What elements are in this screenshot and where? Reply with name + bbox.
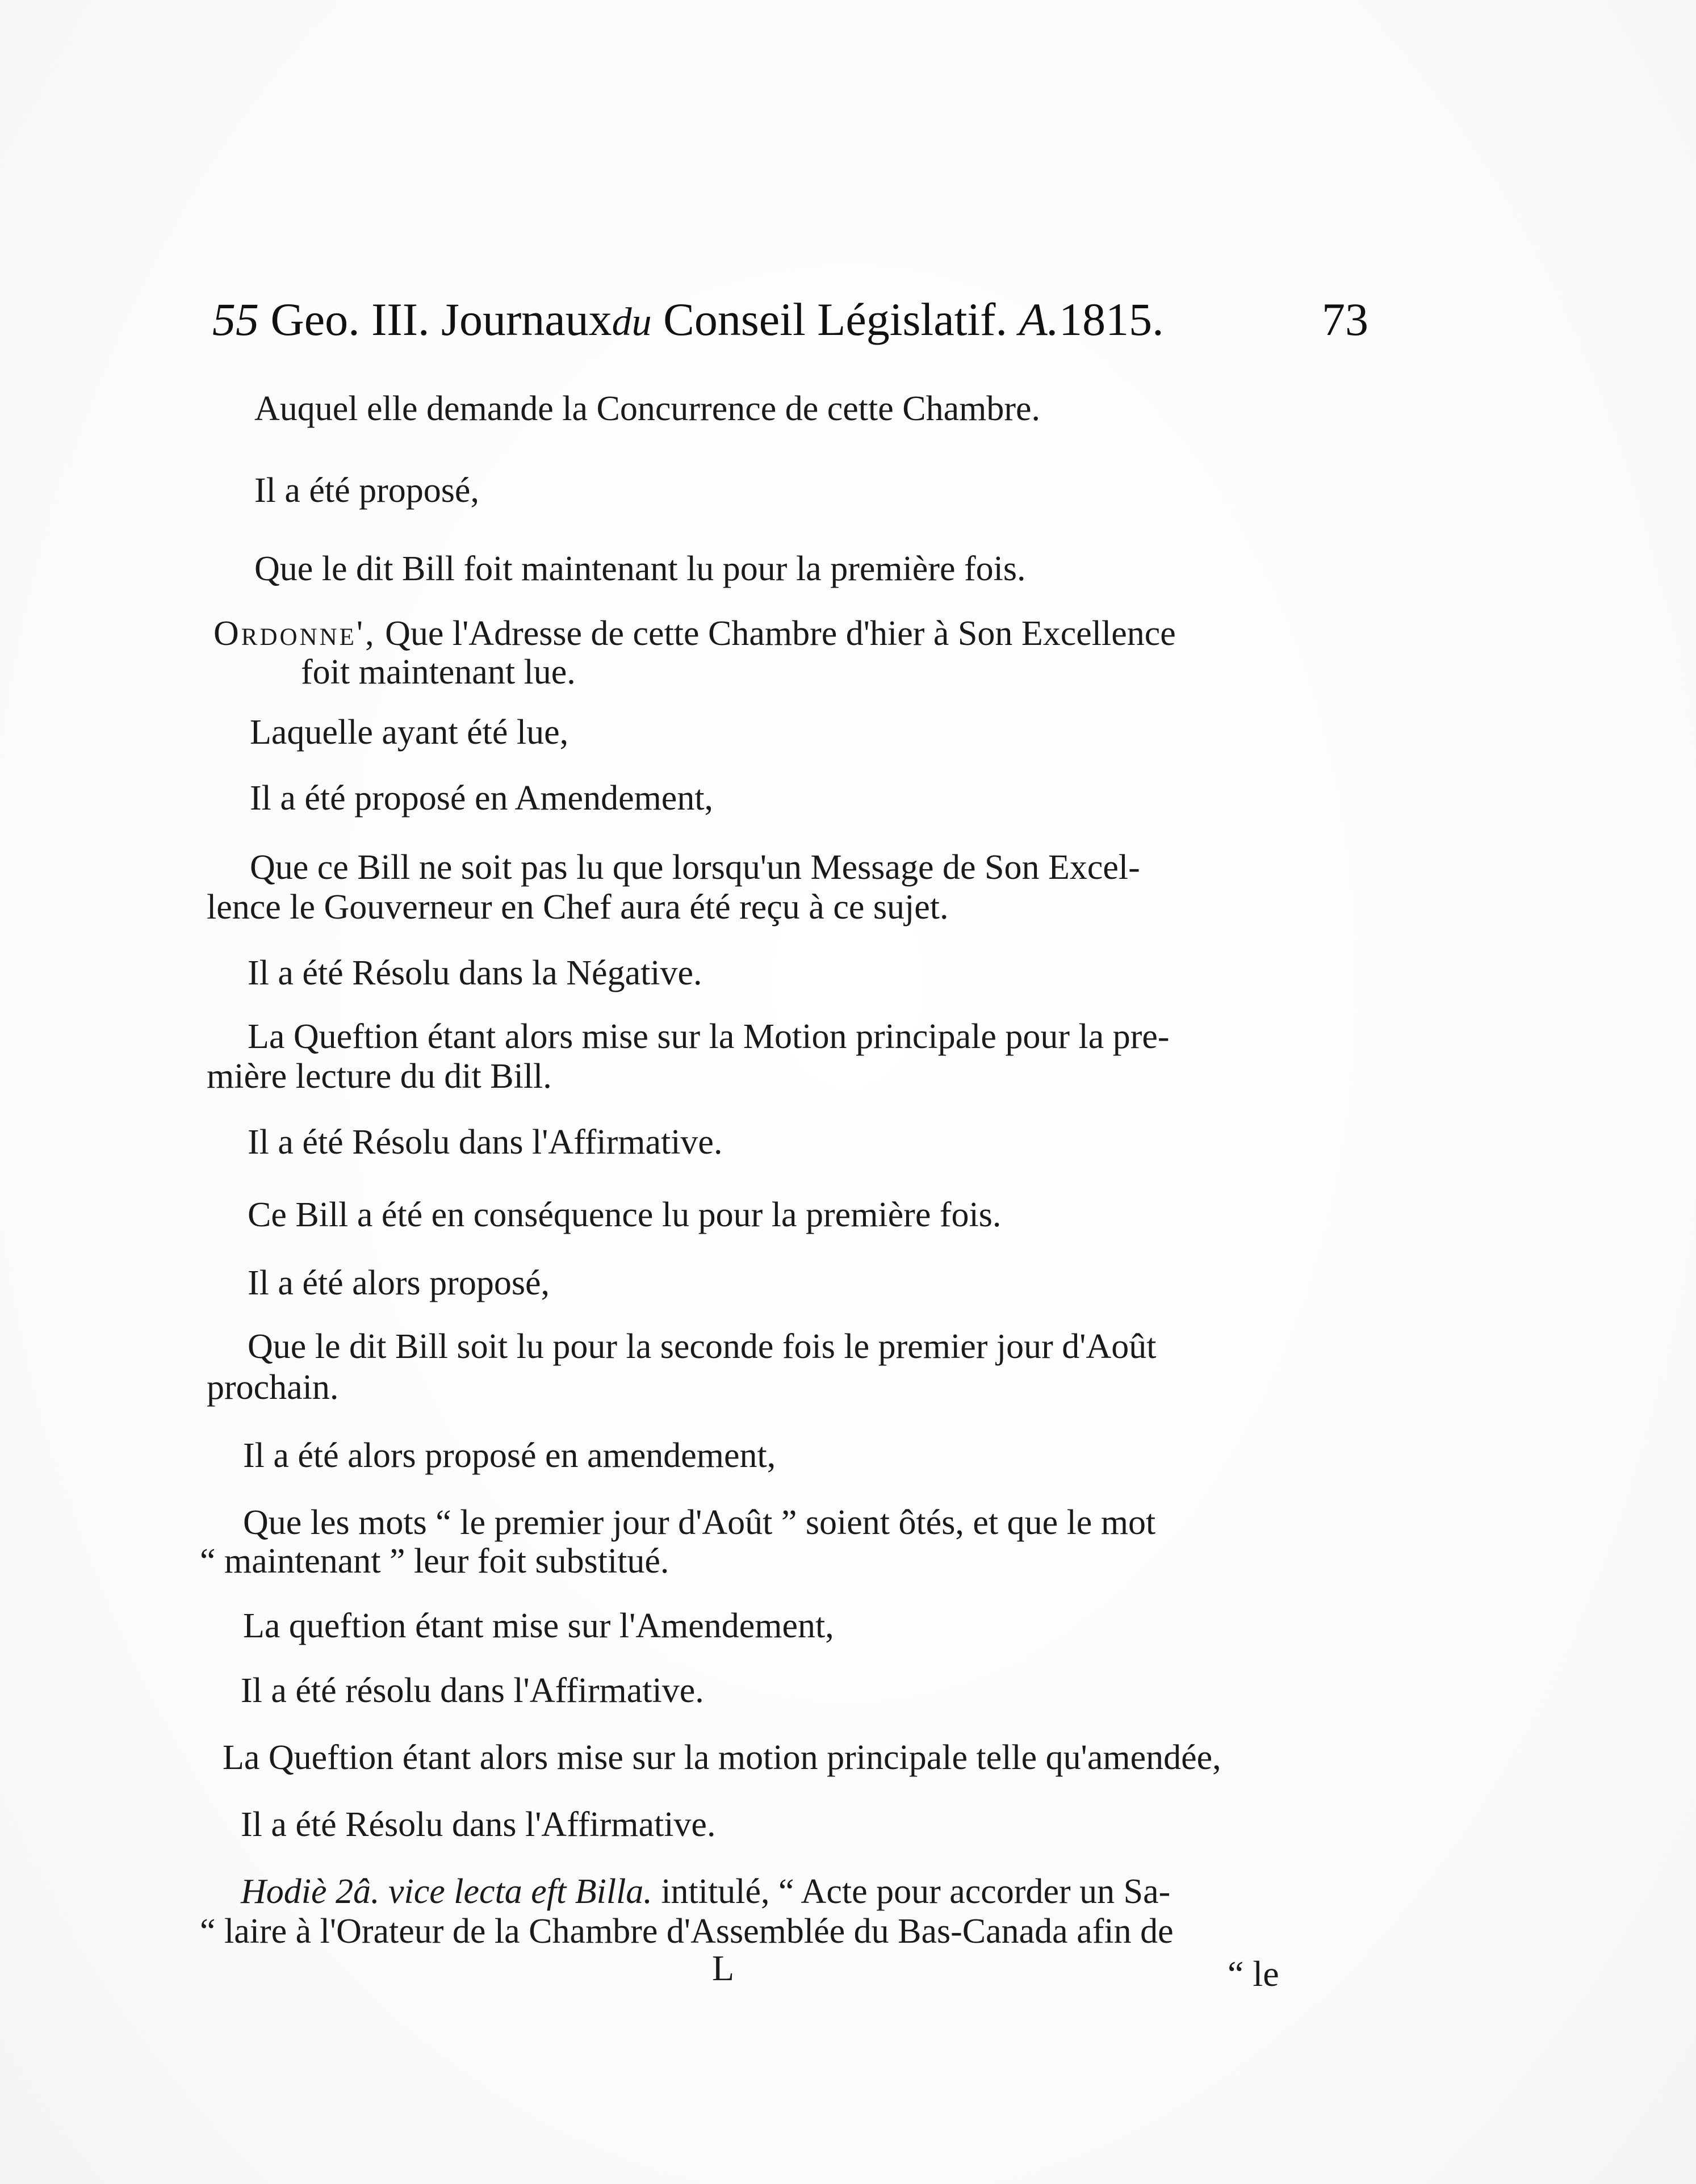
paragraph-4: [213, 614, 1176, 653]
signature-mark: L: [712, 1948, 735, 1988]
paragraph-10: [248, 1123, 722, 1162]
paragraph-text: lence le Gouverneur en Chef aura été reçu à ce sujet.: [207, 888, 949, 927]
paragraph-text: Il a été Résolu dans l'Affirmative.: [241, 1805, 716, 1844]
paragraph-text: Il a été Résolu dans l'Affirmative.: [248, 1123, 723, 1162]
paragraph-text: Que les mots “ le premier jour d'Août ” soient ôtés, et que le mot: [243, 1503, 1156, 1542]
ordonne-lead: Ordonne',: [213, 614, 376, 653]
paragraph-15-continuation: [200, 1542, 669, 1581]
paragraph-text: mière lecture du dit Bill.: [207, 1057, 552, 1096]
paragraph-18: [223, 1738, 1221, 1777]
paragraph-20: [241, 1872, 1170, 1911]
paragraph-text: Que l'Adresse de cette Chambre d'hier à Son Excellence: [376, 614, 1176, 653]
paragraph-16: [243, 1607, 834, 1645]
paragraph-9-continuation: [207, 1057, 552, 1096]
paragraph-3: [254, 550, 1026, 588]
catchword: “ le: [1228, 1954, 1279, 1994]
paragraph-text: Il a été alors proposé en amendement,: [243, 1436, 776, 1475]
paragraph-4-continuation: [301, 653, 576, 691]
king-name: Geo. III.: [270, 294, 430, 345]
journal-title-a: Journaux: [441, 294, 612, 345]
paragraph-text: Il a été Résolu dans la Négative.: [248, 954, 702, 992]
paragraph-11: [248, 1196, 1001, 1234]
paragraph-5: [250, 713, 568, 752]
paragraph-9: [248, 1017, 1170, 1056]
anno-marker: A.: [1019, 294, 1060, 345]
paragraph-text: Il a été proposé en Amendement,: [250, 779, 714, 818]
header-year: 1815.: [1059, 294, 1164, 345]
paragraph-15: [243, 1503, 1155, 1542]
paragraph-text: La Queftion étant alors mise sur la Motion principale pour la pre-: [248, 1017, 1170, 1056]
journal-title-b: Conseil Législatif.: [663, 294, 1007, 345]
regnal-year: 55: [212, 294, 259, 345]
paragraph-20-continuation: [200, 1912, 1174, 1951]
paragraph-17: [241, 1671, 704, 1710]
paragraph-text: Que ce Bill ne soit pas lu que lorsqu'un Message de Son Excel-: [250, 848, 1140, 887]
paragraph-text: intitulé, “ Acte pour accorder un Sa-: [652, 1872, 1171, 1911]
paragraph-2: [254, 471, 479, 510]
paragraph-text: Il a été alors proposé,: [248, 1264, 550, 1302]
paragraph-text: Il a été résolu dans l'Affirmative.: [241, 1671, 704, 1710]
paragraph-7-continuation: [207, 888, 948, 927]
page-number: 73: [1322, 294, 1368, 345]
paragraph-8: [248, 954, 702, 992]
paragraph-13-continuation: [207, 1368, 338, 1407]
paragraph-14: [243, 1436, 776, 1475]
paragraph-text: Laquelle ayant été lue,: [250, 713, 569, 752]
paragraph-text: Ce Bill a été en conséquence lu pour la première fois.: [248, 1196, 1002, 1234]
paragraph-6: [250, 779, 713, 818]
paragraph-text: foit maintenant lue.: [301, 653, 576, 691]
paragraph-13: [248, 1327, 1156, 1366]
paragraph-text: prochain.: [207, 1368, 339, 1407]
paragraph-12: [248, 1264, 550, 1302]
journal-title-du: du: [612, 300, 652, 344]
paragraph-19: [241, 1805, 715, 1844]
paragraph-7: [250, 848, 1140, 887]
paragraph-text: Auquel elle demande la Concurrence de cette Chambre.: [254, 389, 1041, 428]
paragraph-text: La queftion étant mise sur l'Amendement,: [243, 1607, 834, 1645]
paragraph-text: “ laire à l'Orateur de la Chambre d'Assemblée du Bas-Canada afin de: [200, 1912, 1174, 1951]
paragraph-text: La Queftion étant alors mise sur la motion principale telle qu'amendée,: [223, 1738, 1221, 1777]
paragraph-1: [254, 389, 1040, 428]
latin-phrase: Hodiè 2â. vice lecta eft Billa.: [241, 1872, 652, 1911]
paragraph-text: Il a été proposé,: [254, 471, 479, 510]
paragraph-text: Que le dit Bill foit maintenant lu pour la première fois.: [254, 550, 1026, 588]
paragraph-text: “ maintenant ” leur foit substitué.: [200, 1542, 669, 1581]
paragraph-text: Que le dit Bill soit lu pour la seconde fois le premier jour d'Août: [248, 1327, 1157, 1366]
